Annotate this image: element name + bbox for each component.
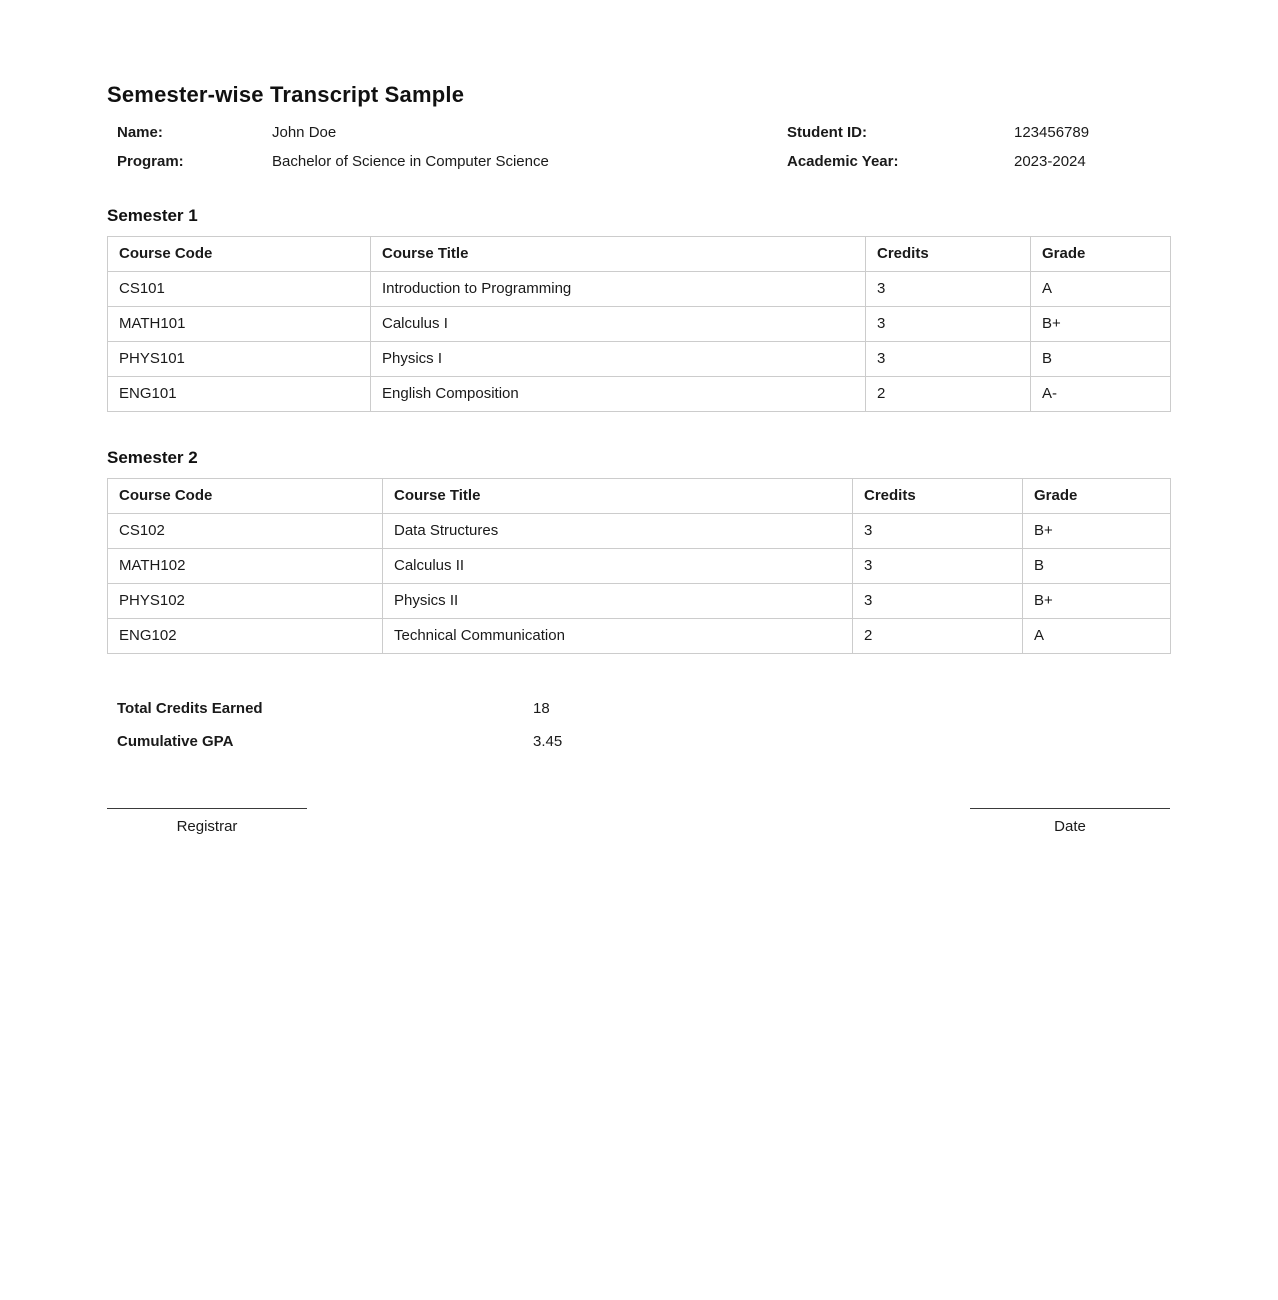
student-info bbox=[107, 124, 1170, 170]
registrar-signature-line: Registrar bbox=[107, 808, 307, 835]
student-id-value: 123456789 bbox=[1014, 124, 1090, 141]
academic-year-value: 2023-2024 bbox=[1014, 153, 1086, 170]
col-course-code: Course Code bbox=[108, 479, 383, 514]
date-signature-line: Date bbox=[970, 808, 1170, 835]
grade-cell: B+ bbox=[1023, 584, 1171, 619]
col-course-title: Course Title bbox=[371, 237, 866, 272]
table-row bbox=[108, 307, 1171, 342]
name-label: Name: bbox=[117, 124, 163, 141]
course-code-cell: MATH102 bbox=[108, 549, 383, 584]
credits-cell: 3 bbox=[853, 514, 1023, 549]
course-title-cell: Introduction to Programming bbox=[371, 272, 866, 307]
credits-cell: 2 bbox=[866, 377, 1031, 412]
course-code-cell: ENG102 bbox=[108, 619, 383, 654]
program-label: Program: bbox=[117, 153, 184, 170]
table-row bbox=[108, 342, 1171, 377]
table-row bbox=[108, 584, 1171, 619]
col-course-code: Course Code bbox=[108, 237, 371, 272]
credits-cell: 3 bbox=[853, 584, 1023, 619]
semester-2-table bbox=[107, 478, 1171, 654]
course-title-cell: Technical Communication bbox=[383, 619, 853, 654]
col-grade: Grade bbox=[1023, 479, 1171, 514]
course-title-cell: Data Structures bbox=[383, 514, 853, 549]
total-credits-value: 18 bbox=[533, 700, 550, 717]
course-code-cell: PHYS101 bbox=[108, 342, 371, 377]
col-credits: Credits bbox=[853, 479, 1023, 514]
semester-1-section bbox=[107, 206, 1170, 412]
student-id-label: Student ID: bbox=[787, 124, 867, 141]
credits-cell: 3 bbox=[853, 549, 1023, 584]
cumulative-gpa-label: Cumulative GPA bbox=[117, 733, 234, 750]
academic-year-label: Academic Year: bbox=[787, 153, 899, 170]
table-row bbox=[108, 514, 1171, 549]
table-header-row bbox=[108, 237, 1171, 272]
transcript-document bbox=[107, 0, 1170, 835]
grade-cell: B+ bbox=[1031, 307, 1171, 342]
summary-section bbox=[107, 700, 1170, 750]
semester-1-heading: Semester 1 bbox=[107, 206, 198, 225]
table-row bbox=[108, 377, 1171, 412]
course-code-cell: PHYS102 bbox=[108, 584, 383, 619]
semester-2-heading: Semester 2 bbox=[107, 448, 198, 467]
course-code-cell: ENG101 bbox=[108, 377, 371, 412]
table-row bbox=[108, 272, 1171, 307]
signature-section bbox=[107, 808, 1170, 835]
program-value: Bachelor of Science in Computer Science bbox=[272, 153, 549, 170]
course-code-cell: CS102 bbox=[108, 514, 383, 549]
table-header-row bbox=[108, 479, 1171, 514]
grade-cell: A bbox=[1023, 619, 1171, 654]
semester-1-table bbox=[107, 236, 1171, 412]
grade-cell: A bbox=[1031, 272, 1171, 307]
semester-2-section bbox=[107, 448, 1170, 654]
col-grade: Grade bbox=[1031, 237, 1171, 272]
grade-cell: B bbox=[1031, 342, 1171, 377]
credits-cell: 3 bbox=[866, 342, 1031, 377]
table-row bbox=[108, 619, 1171, 654]
grade-cell: B bbox=[1023, 549, 1171, 584]
credits-cell: 3 bbox=[866, 272, 1031, 307]
total-credits-label: Total Credits Earned bbox=[117, 700, 263, 717]
cumulative-gpa-value: 3.45 bbox=[533, 733, 563, 750]
course-title-cell: Physics I bbox=[371, 342, 866, 377]
grade-cell: B+ bbox=[1023, 514, 1171, 549]
page-title: Semester-wise Transcript Sample bbox=[107, 82, 465, 107]
credits-cell: 2 bbox=[853, 619, 1023, 654]
course-title-cell: English Composition bbox=[371, 377, 866, 412]
course-code-cell: MATH101 bbox=[108, 307, 371, 342]
course-code-cell: CS101 bbox=[108, 272, 371, 307]
name-value: John Doe bbox=[272, 124, 337, 141]
col-course-title: Course Title bbox=[383, 479, 853, 514]
course-title-cell: Calculus I bbox=[371, 307, 866, 342]
course-title-cell: Physics II bbox=[383, 584, 853, 619]
course-title-cell: Calculus II bbox=[383, 549, 853, 584]
grade-cell: A- bbox=[1031, 377, 1171, 412]
credits-cell: 3 bbox=[866, 307, 1031, 342]
table-row bbox=[108, 549, 1171, 584]
col-credits: Credits bbox=[866, 237, 1031, 272]
